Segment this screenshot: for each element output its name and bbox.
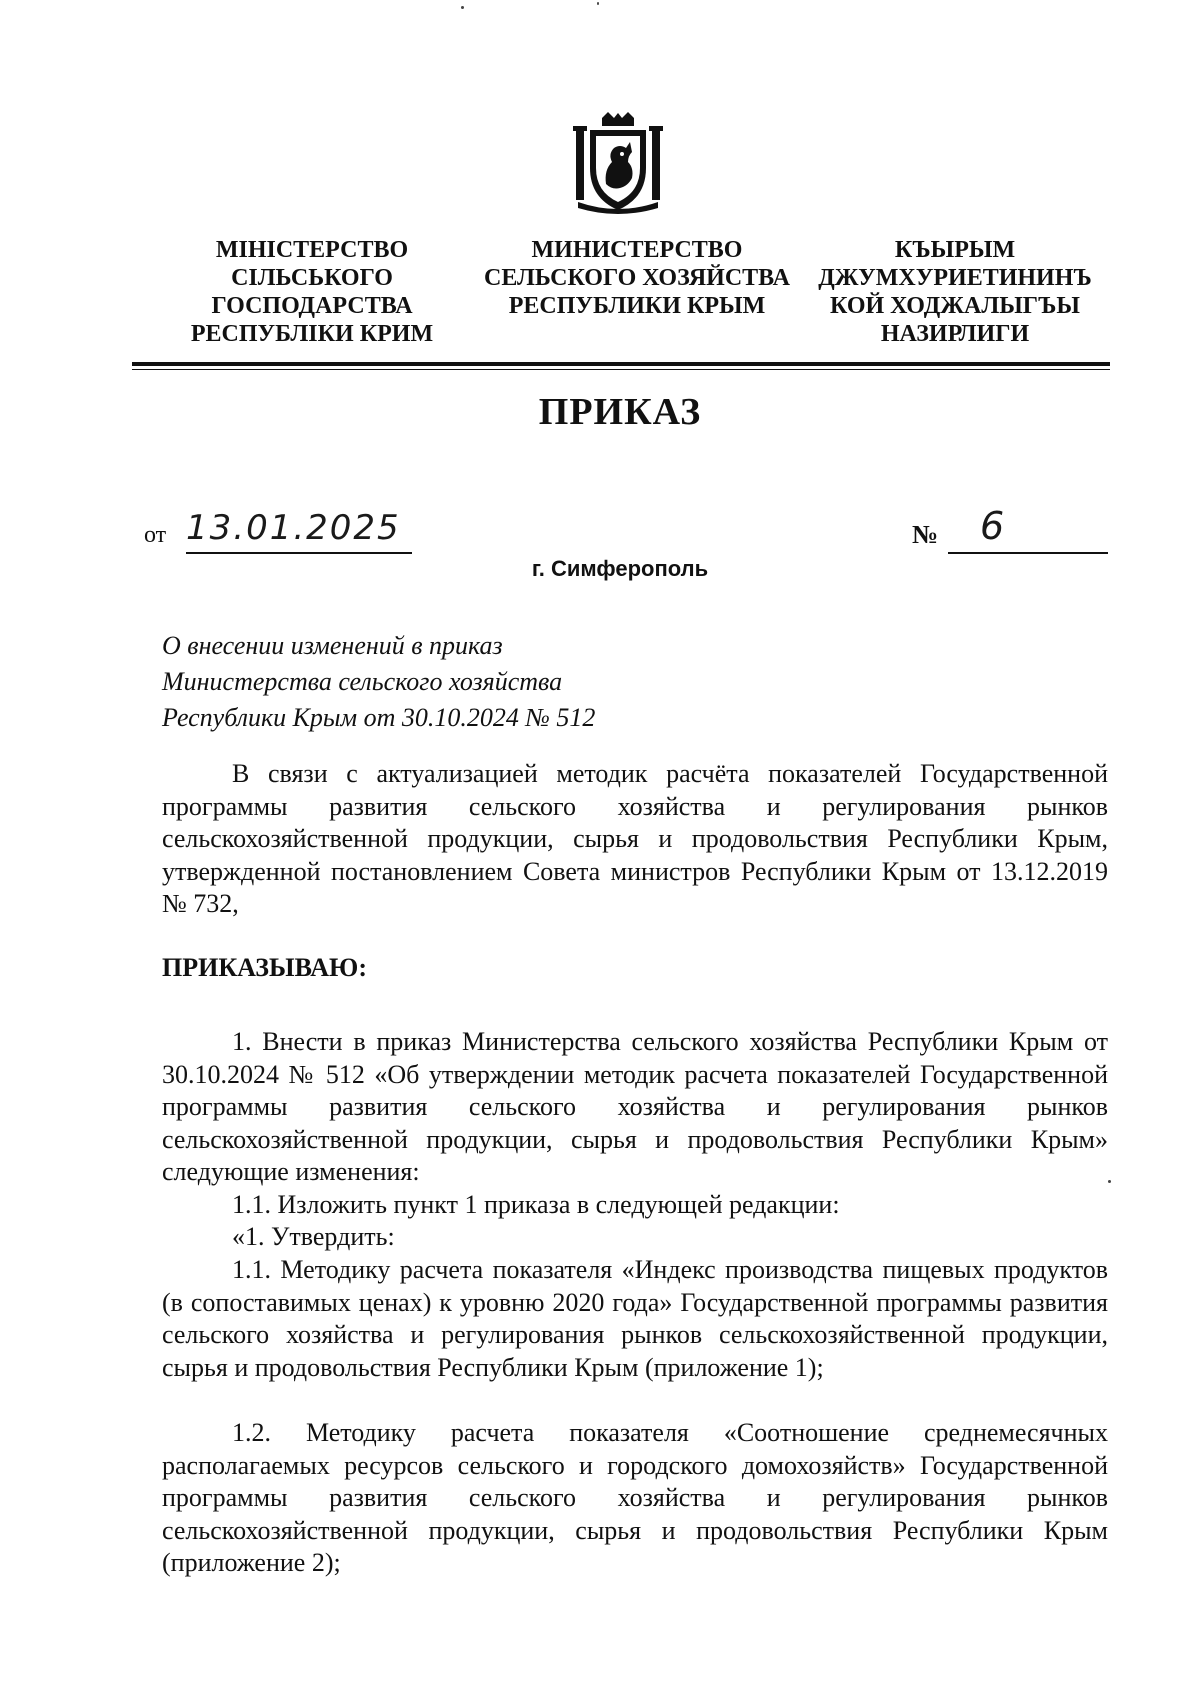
date-value-handwritten: 13.01.2025 <box>186 508 401 548</box>
subject-line: Республики Крым от 30.10.2024 № 512 <box>162 703 596 732</box>
quote-1-text: «1. Утвердить: <box>232 1222 395 1251</box>
header-divider-thick <box>132 362 1110 366</box>
header-crimean-tatar <box>815 236 1095 348</box>
date-label: от <box>144 522 167 548</box>
subject-line: Министерства сельского хозяйства <box>162 667 563 696</box>
quote-1-2-text: 1.2. Методику расчета показателя «Соотношение среднемесячных располагаемых ресурсов сельского и городского домохозяйств» Государственной программы развития сельского хозяйства и регулирования рынков сельскохозяйственной продукции, сырья и продовольствия Республики Крым (приложение 2); <box>162 1418 1108 1577</box>
order-heading: ПРИКАЗЫВАЮ: <box>162 953 367 982</box>
scan-speck <box>597 2 599 5</box>
header-divider-thin <box>132 369 1110 370</box>
quote-1-paragraph <box>162 1221 1108 1254</box>
city: г. Симферополь <box>531 556 709 581</box>
item-1-1-text: 1.1. Изложить пункт 1 приказа в следующей редакции: <box>232 1190 840 1219</box>
header-line: РЕСПУБЛІКИ КРИМ <box>190 321 434 347</box>
preamble-paragraph <box>162 758 1108 921</box>
header-line: КОЙ ХОДЖАЛЫГЪЫ <box>830 293 1080 319</box>
subject-line: О внесении изменений в приказ <box>162 631 503 660</box>
header-line: ГОСПОДАРСТВА <box>211 293 413 319</box>
scan-speck <box>1108 1180 1111 1183</box>
header-line: МИНИСТЕРСТВО <box>531 237 743 263</box>
scan-speck <box>461 6 464 9</box>
number-label: № <box>912 520 939 549</box>
preamble-text: В связи с актуализацией методик расчёта показателей Государственной программы развития сельского хозяйства и регулирования рынков сельскохозяйственной продукции, сырья и продовольствия Республики Крым, утвержденной постановлением Совета министров Республики Крым от 13.12.2019 № 732, <box>162 759 1108 918</box>
number-underline <box>948 552 1108 554</box>
order-subject <box>162 628 862 736</box>
quote-1-2-paragraph <box>162 1417 1108 1580</box>
quote-1-1-text: 1.1. Методику расчета показателя «Индекс производства пищевых продуктов (в сопоставимых ценах) к уровню 2020 года» Государственной программы развития сельского хозяйства и регулирования рынков сельскохозяйственной продукции, сырья и продовольствия Республики Крым (приложение 1); <box>162 1255 1108 1382</box>
header-line: РЕСПУБЛИКИ КРЫМ <box>508 293 766 319</box>
document-title: ПРИКАЗ <box>538 391 702 433</box>
header-line: КЪЫРЫМ <box>894 237 1016 263</box>
item-1-1-paragraph <box>162 1189 1108 1222</box>
header-line: СІЛЬСЬКОГО <box>231 265 393 291</box>
header-line: МІНІСТЕРСТВО <box>215 237 409 263</box>
crimea-coat-of-arms-icon <box>570 112 666 214</box>
header-russian <box>472 236 802 320</box>
date-underline <box>186 552 412 554</box>
header-line: ДЖУМХУРИЕТИНИНЪ <box>818 265 1092 291</box>
header-ukrainian <box>162 236 462 348</box>
header-line: НАЗИРЛИГИ <box>880 321 1030 347</box>
quote-1-1-paragraph <box>162 1254 1108 1384</box>
header-line: СЕЛЬСКОГО ХОЗЯЙСТВА <box>483 265 791 291</box>
item-1-text: 1. Внести в приказ Министерства сельского хозяйства Республики Крым от 30.10.2024 № 512 «Об утверждении методик расчета показателей Государственной программы развития сельского хозяйства и регулирования рынков сельскохозяйственной продукции, сырья и продовольствия Республики Крым» следующие изменения: <box>162 1027 1108 1186</box>
item-1-paragraph <box>162 1026 1108 1189</box>
number-value-handwritten: 6 <box>980 504 1005 548</box>
